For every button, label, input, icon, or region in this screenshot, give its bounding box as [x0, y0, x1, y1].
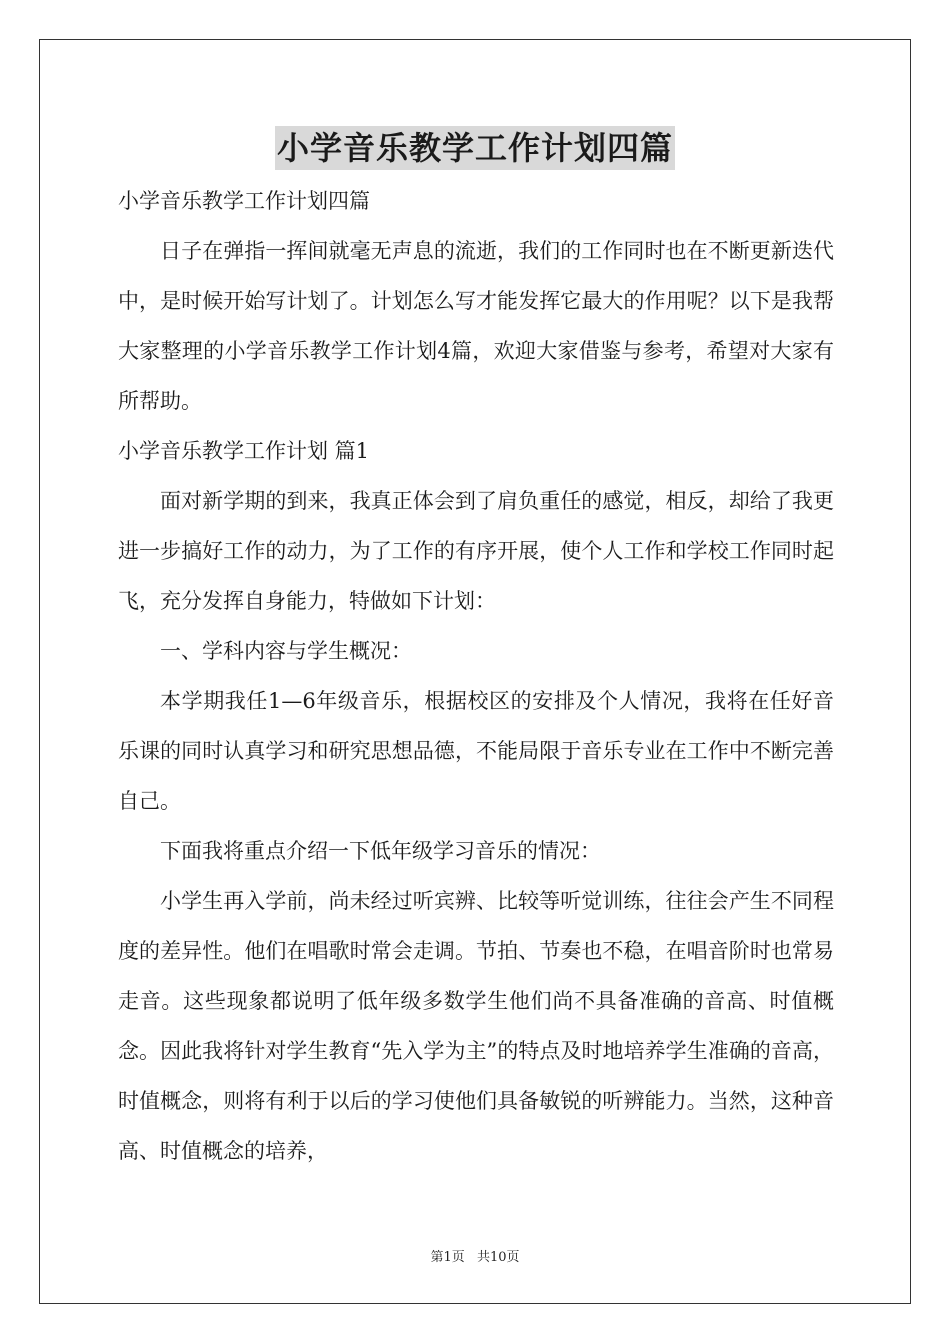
paragraph: 面对新学期的到来，我真正体会到了肩负重任的感觉，相反，却给了我更进一步搞好工作的动力，为了工作的有序开展，使个人工作和学校工作同时起飞，充分发挥自身能力，特做如下计划： [118, 489, 834, 613]
page-number: 第1页 [430, 1250, 465, 1265]
section-heading: 小学音乐教学工作计划 篇1 [118, 439, 370, 463]
document-body [118, 176, 834, 1176]
paragraph: 一、学科内容与学生概况： [160, 639, 412, 663]
page-total: 共10页 [476, 1250, 520, 1265]
paragraph: 本学期我任1—6年级音乐，根据校区的安排及个人情况，我将在任好音乐课的同时认真学习和研究思想品德，不能局限于音乐专业在工作中不断完善自己。 [118, 689, 834, 813]
paragraph: 小学生再入学前，尚未经过听宾辨、比较等听觉训练，往往会产生不同程度的差异性。他们在唱歌时常会走调。节拍、节奏也不稳，在唱音阶时也常易走音。这些现象都说明了低年级多数学生他们尚不具备准确的音高、时值概念。因此我将针对学生教育“先入学为主”的特点及时地培养学生准确的音高，时值概念，则将有利于以后的学习使他们具备敏锐的听辨能力。当然，这种音高、时值概念的培养， [118, 889, 834, 1163]
paragraph: 小学音乐教学工作计划四篇 [118, 189, 370, 213]
title-container [0, 126, 950, 170]
paragraph: 日子在弹指一挥间就毫无声息的流逝，我们的工作同时也在不断更新迭代中，是时候开始写计划了。计划怎么写才能发挥它最大的作用呢？以下是我帮大家整理的小学音乐教学工作计划4篇，欢迎大家借鉴与参考，希望对大家有所帮助。 [118, 239, 834, 413]
paragraph: 下面我将重点介绍一下低年级学习音乐的情况： [160, 839, 601, 863]
page-footer [0, 1246, 950, 1265]
document-title: 小学音乐教学工作计划四篇 [275, 126, 675, 170]
